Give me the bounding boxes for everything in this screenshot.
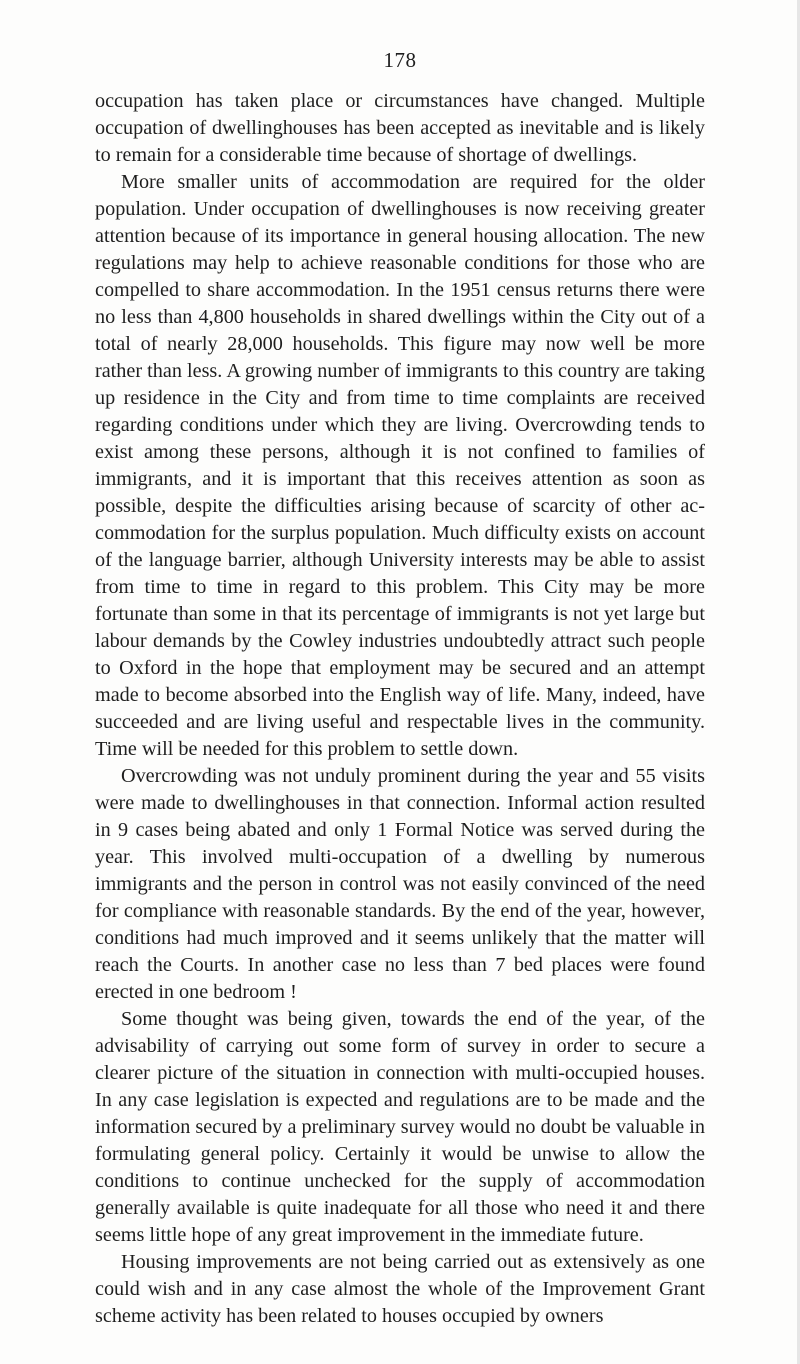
paragraph: More smaller units of accommodation are required for the older population. Under occupation of dwellinghouses is now receiving greater attention because of its importance in general housing allocation. The new regulations may help to achieve reasonable conditions for those who are compelled to share accommodation. In the 1951 census returns there were no less than 4,800 households in shared dwellings within the City out of a total of nearly 28,000 households. This figure may now well be more rather than less. A growing number of immigrants to this country are taking up residence in the City and from time to time complaints are received regarding conditions under which they are living. Overcrowding tends to exist among these persons, although it is not confined to families of immigrants, and it is important that this receives attention as soon as possible, despite the difficulties arising because of scarcity of other accommodation for the surplus population. Much difficulty exists on account of the language barrier, although University interests may be able to assist from time to time in regard to this problem. This City may be more fortunate than some in that its percentage of immigrants is not yet large but labour demands by the Cowley industries undoubtedly attract such people to Oxford in the hope that employment may be secured and an attempt made to become absorbed into the English way of life. Many, indeed, have succeeded and are living useful and respectable lives in the community. Time will be needed for this problem to settle down. — [95, 171, 705, 760]
paragraph: Some thought was being given, towards the end of the year, of the advisability of carrying out some form of survey in order to secure a clearer picture of the situation in connection with multi-occupied houses. In any case legislation is expected and regulations are to be made and the information secured by a preliminary survey would no doubt be valuable in formulating general policy. Certainly it would be unwise to allow the conditions to continue unchecked for the supply of accommodation generally available is quite inadequate for all those who need it and there seems little hope of any great improvement in the immediate future. — [95, 1008, 705, 1246]
paragraph: occupation has taken place or circumstances have changed. Multiple occupation of dwellinghouses has been accepted as inevitable and is likely to remain for a considerable time because of shortage of dwellings. — [95, 90, 705, 166]
page-number: 178 — [383, 48, 417, 72]
paragraph: Overcrowding was not unduly prominent during the year and 55 visits were made to dwellinghouses in that connection. Informal action resulted in 9 cases being abated and only 1 Formal Notice was served during the year. This involved multi-occupation of a dwelling by numerous immigrants and the person in control was not easily convinced of the need for compliance with reasonable standards. By the end of the year, however, conditions had much improved and it seems unlikely that the matter will reach the Courts. In another case no less than 7 bed places were found erected in one bedroom ! — [95, 765, 705, 1003]
paragraph: Housing improvements are not being carried out as extensively as one could wish and in any case almost the whole of the Improvement Grant scheme activity has been related to houses occupied by owners — [95, 1251, 705, 1327]
body-text — [95, 88, 705, 1330]
